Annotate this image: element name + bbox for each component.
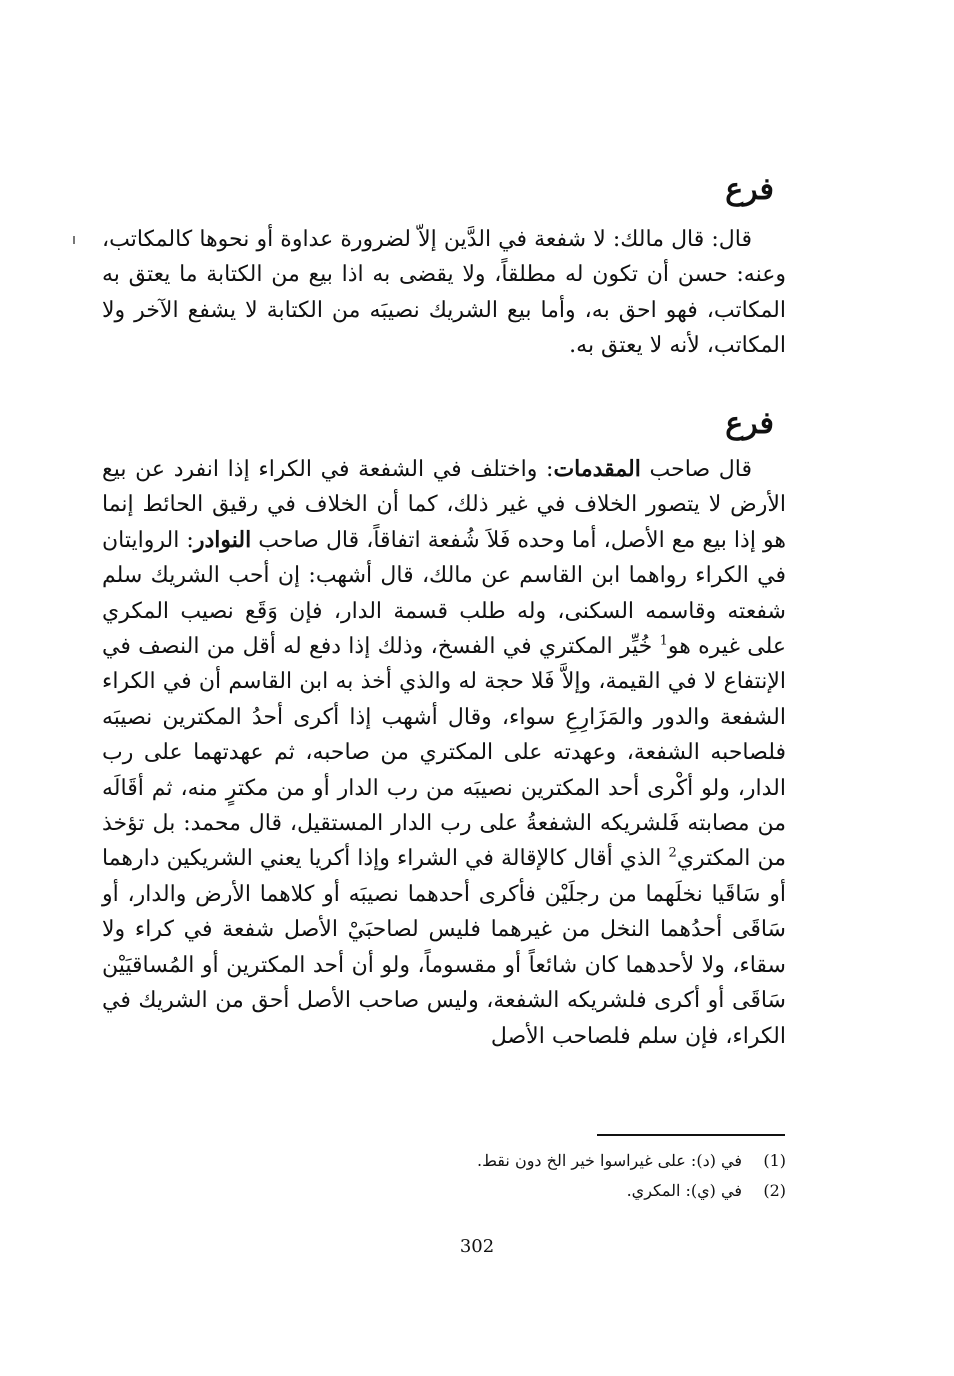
section-heading-2: فرع <box>725 406 774 441</box>
footnote-text: في (ي): المكري. <box>626 1181 742 1200</box>
section-body-1 <box>102 222 786 364</box>
page-number: 302 <box>459 1236 495 1257</box>
paragraph-2 <box>102 452 786 1054</box>
text-run: قال صاحب <box>640 457 752 482</box>
footnote-2 <box>286 1176 786 1206</box>
footnotes <box>286 1146 786 1206</box>
footnote-divider <box>597 1134 785 1136</box>
footnote-1 <box>286 1146 786 1176</box>
text-run: : واختلف في الشفعة في الكراء إذا انفرد عن بيع الأرض لا يتصور الخلاف في غير ذلك، كما أن الخلاف في رقيق الحائط إنما هو إذا بيع مع الأصل، أما وحده فَلاَ شُفعة اتفاقاً، قال صاحب <box>102 457 787 553</box>
section-heading-1: فرع <box>725 172 774 207</box>
footnote-number: (1) <box>763 1151 786 1170</box>
footnote-ref: 1 <box>659 633 668 649</box>
footnote-ref: 2 <box>668 846 677 862</box>
book-title: المقدمات <box>553 456 641 482</box>
paragraph-1 <box>102 222 786 364</box>
text-run: خُيِّر المكتري في الفسخ، وذلك إذا دفع له أقل من النصف في الإنتفاع لا في القيمة، وإلاَّ فَلا حجة له والذي أخذ به ابن القاسم أن في الكراء الشفعة والدور والمَزَارِعِ سواء، وقال أشهب إذا أكرى أحدُ المكترين نصيبَه فلصاحبه الشفعة، وعهدته على المكتري من صاحبه، ثم عهدتهما على رب الدار، ولو أكْرى أحد المكترين نصيبَه من رب الدار أو من مكترٍ منه، ثم أقَالَه من مصابته فَلشريكه الشفعةُ على رب الدار المستقيل، قال محمد: بل تؤخذ من المكتري <box>102 634 786 872</box>
text-run: : الروايتان في الكراء رواهما ابن القاسم عن مالك، قال أشهب: إن أحب الشريك سلم شفعته وقاسمه السكنى، وله طلب قسمة الدار، فإن وَقَع نصيب المكري على غيره هو <box>102 527 786 660</box>
book-title: النوادر <box>193 526 252 553</box>
text-run: الذي أقال كالإقالة في الشراء وإذا أكريا يعني الشريكين دارهما أو سَاقَيا نخلَهما من رجلَيْن فأكرى أحدهما نصيبَه أو كلاهما الأرض والدار، أو سَاقَى أحدُهما النخل من غيرهما فليس لصاحبَيْ الأصل شفعة في كراء ولا سقاء، ولا لأحدهما كان شائعاً أو مقسوماً، ولو أن أحد المكترين أو المُساقيَيْن سَاقَى أو أكرى فلشريكه الشفعة، وليس صاحب الأصل أحق من الشريك في الكراء، فإن سلم فلصاحب الأصل <box>102 846 786 1049</box>
footnote-number: (2) <box>763 1181 786 1200</box>
margin-mark <box>73 236 75 244</box>
section-body-2 <box>102 452 786 1054</box>
footnote-text: في (د): على غيراسوا خير الخ دون نقط. <box>477 1151 742 1170</box>
text-run: قال: قال مالك: لا شفعة في الدَّين إلاّ لضرورة عداوة أو نحوها كالمكاتب، وعنه: حسن أن تكون له مطلقاً، ولا يقضى به اذا بيع من الكتابة ما يعتق به المكاتب، فهو احق به، وأما بيع الشريك نصيبَه من الكتابة لا يشفع الآخر ولا المكاتب، لأنه لا يعتق به. <box>102 227 786 359</box>
